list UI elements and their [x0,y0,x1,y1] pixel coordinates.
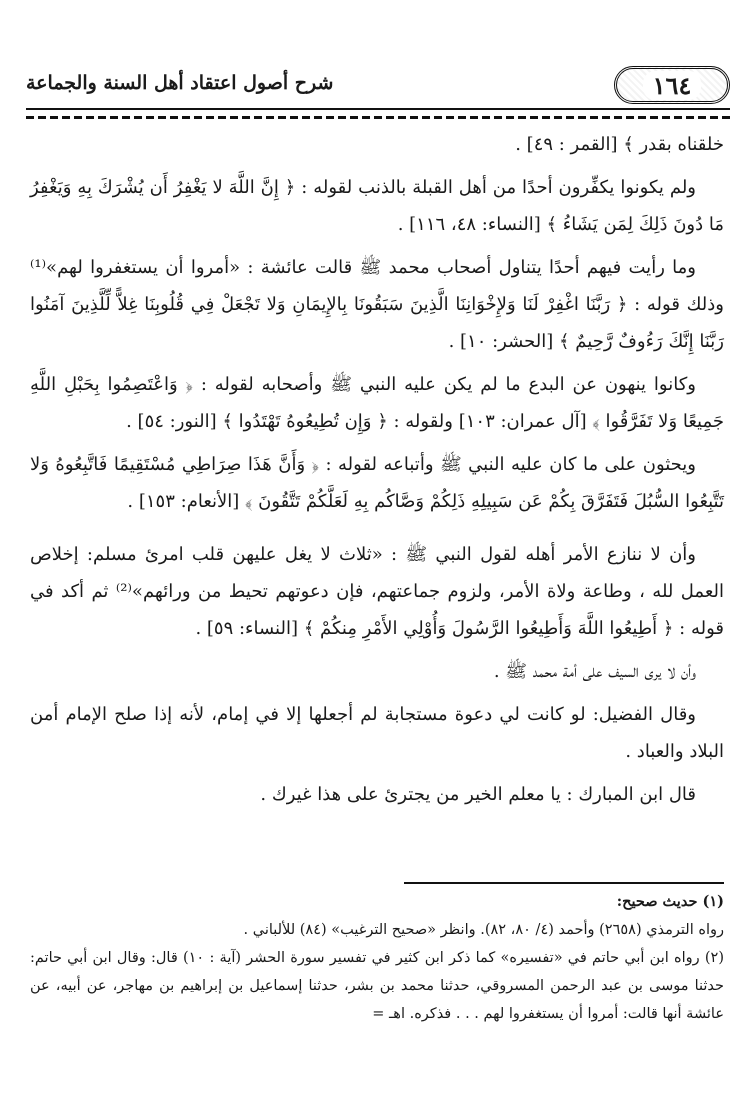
page-number: ١٦٤ [643,71,702,100]
paragraph-4: وكانوا ينهون عن البدع ما لم يكن عليه النبي ﷺ وأصحابه لقوله : ﴿ وَاعْتَصِمُوا بِحَبْلِ اللَّهِ جَمِيعًا وَلا تَفَرَّقُوا ﴾ [آل عمران: ١٠٣] ولقوله : ﴿ وَإِن تُطِيعُوهُ تَهْتَدُوا ﴾ [النور: ٥٤] . [30,374,724,432]
paragraph-8: وقال الفضيل: لو كانت لي دعوة مستجابة لم أجعلها إلا في إمام، لأنه إذا صلح الإمام أمن البلاد والعباد . [30,704,724,762]
paragraph-1: خلقناه بقدر ﴾ [القمر : ٤٩] . [515,134,724,155]
footnotes [30,888,724,1028]
header-divider [26,108,730,122]
paragraph-9: قال ابن المبارك : يا معلم الخير من يجترئ على هذا غيرك . [260,784,696,805]
footnote-divider [404,882,724,884]
book-title: شرح أصول اعتقاد أهل السنة والجماعة [26,72,334,94]
main-text [30,126,724,819]
paragraph-3: وما رأيت فيهم أحدًا يتناول أصحاب محمد ﷺ قالت عائشة : «أمروا أن يستغفروا لهم»⁽¹⁾ وذلك قوله : ﴿ رَبَّنَا اغْفِرْ لَنَا وَلإِخْوَانِنَا الَّذِينَ سَبَقُونَا بِالإِيمَانِ وَلا تَجْعَلْ فِي قُلُوبِنَا غِلاًّ لِّلَّذِينَ آمَنُوا رَبَّنَا إِنَّكَ رَءُوفٌ رَّحِيمٌ ﴾ [الحشر: ١٠] . [30,257,724,352]
page-header [26,66,730,110]
footnote-1-text: رواه الترمذي (٢٦٥٨) وأحمد (٤/ ٨٠، ٨٢). وانظر «صحيح الترغيب» (٨٤) للألباني . [243,922,724,938]
footnote-2-text: (٢) رواه ابن أبي حاتم في «تفسيره» كما ذكر ابن كثير في تفسير سورة الحشر (آية : ١٠) قال: وقال ابن أبي حاتم: حدثنا موسى بن عبد الرحمن المسروقي، حدثنا محمد بن بشر، حدثنا إسماعيل بن إبراهيم بن مهاجر، عن أبيه، عن عائشة أنها قالت: أمروا أن يستغفروا لهم . . . فذكره. اهـ = [30,950,724,1022]
paragraph-2: ولم يكونوا يكفِّرون أحدًا من أهل القبلة بالذنب لقوله : ﴿ إِنَّ اللَّهَ لا يَغْفِرُ أَن يُشْرَكَ بِهِ وَيَغْفِرُ مَا دُونَ ذَلِكَ لِمَن يَشَاءُ ﴾ [النساء: ٤٨، ١١٦] . [30,177,724,235]
paragraph-gap [30,526,724,536]
page-number-badge [614,66,730,104]
paragraph-6: وأن لا ننازع الأمر أهله لقول النبي ﷺ : «ثلاث لا يغل عليهن قلب امرئ مسلم: إخلاص العمل لله ، وطاعة ولاة الأمر، ولزوم جماعتهم، فإن دعوتهم تحيط من ورائهم»⁽²⁾ ثم أكد في قوله : ﴿ أَطِيعُوا اللَّهَ وَأَطِيعُوا الرَّسُولَ وَأُوْلِي الأَمْرِ مِنكُمْ ﴾ [النساء: ٥٩] . [30,544,725,639]
paragraph-5: ويحثون على ما كان عليه النبي ﷺ وأتباعه لقوله : ﴿ وَأَنَّ هَذَا صِرَاطِي مُسْتَقِيمًا فَاتَّبِعُوهُ وَلا تَتَّبِعُوا السُّبُلَ فَتَفَرَّقَ بِكُمْ عَن سَبِيلِهِ ذَلِكُمْ وَصَّاكُم بِهِ لَعَلَّكُمْ تَتَّقُونَ ﴾ [الأنعام: ١٥٣] . [30,454,724,512]
paragraph-7: وأن لا يرى السيف على أمة محمد ﷺ . [493,661,696,682]
footnote-1-title: (١) حديث صحيح: [616,893,724,910]
